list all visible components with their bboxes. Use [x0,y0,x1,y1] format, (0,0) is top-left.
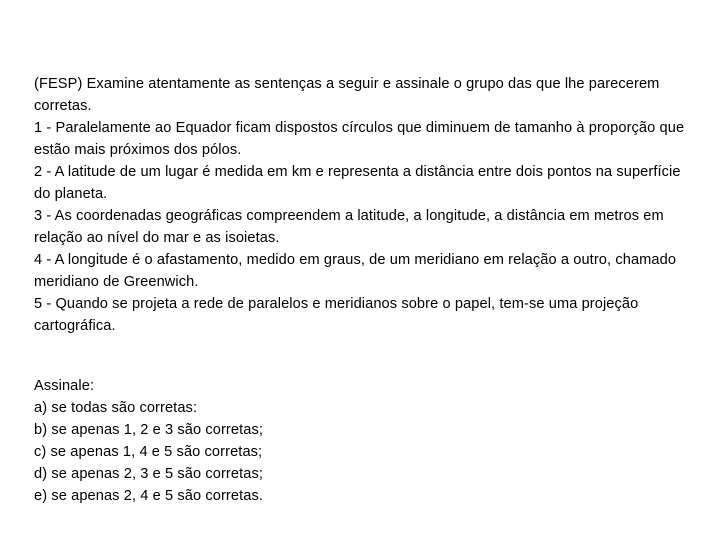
option-c: c) se apenas 1, 4 e 5 são corretas; [34,444,263,460]
question-intro: (FESP) Examine atentamente as sentenças a seguir e assinale o grupo das que lhe parecerem corretas. [34,76,660,114]
question-block [34,73,694,337]
statement-4: 4 - A longitude é o afastamento, medido em graus, de um meridiano em relação a outro, chamado meridiano de Greenwich. [34,252,677,290]
option-b: b) se apenas 1, 2 e 3 são corretas; [34,422,264,438]
option-a: a) se todas são corretas: [34,400,198,416]
statement-5: 5 - Quando se projeta a rede de paralelos e meridianos sobre o papel, tem-se uma projeção cartográfica. [34,296,639,334]
option-d: d) se apenas 2, 3 e 5 são corretas; [34,466,264,482]
statement-1: 1 - Paralelamente ao Equador ficam dispostos círculos que diminuem de tamanho à proporção que estão mais próximos dos pólos. [34,120,685,158]
statement-3: 3 - As coordenadas geográficas compreendem a latitude, a longitude, a distância em metros em relação ao nível do mar e as isoietas. [34,208,664,246]
answers-block [34,375,694,507]
answers-heading: Assinale: [34,378,95,394]
statement-2: 2 - A latitude de um lugar é medida em km e representa a distância entre dois pontos na superfície do planeta. [34,164,681,202]
option-e: e) se apenas 2, 4 e 5 são corretas. [34,488,264,504]
